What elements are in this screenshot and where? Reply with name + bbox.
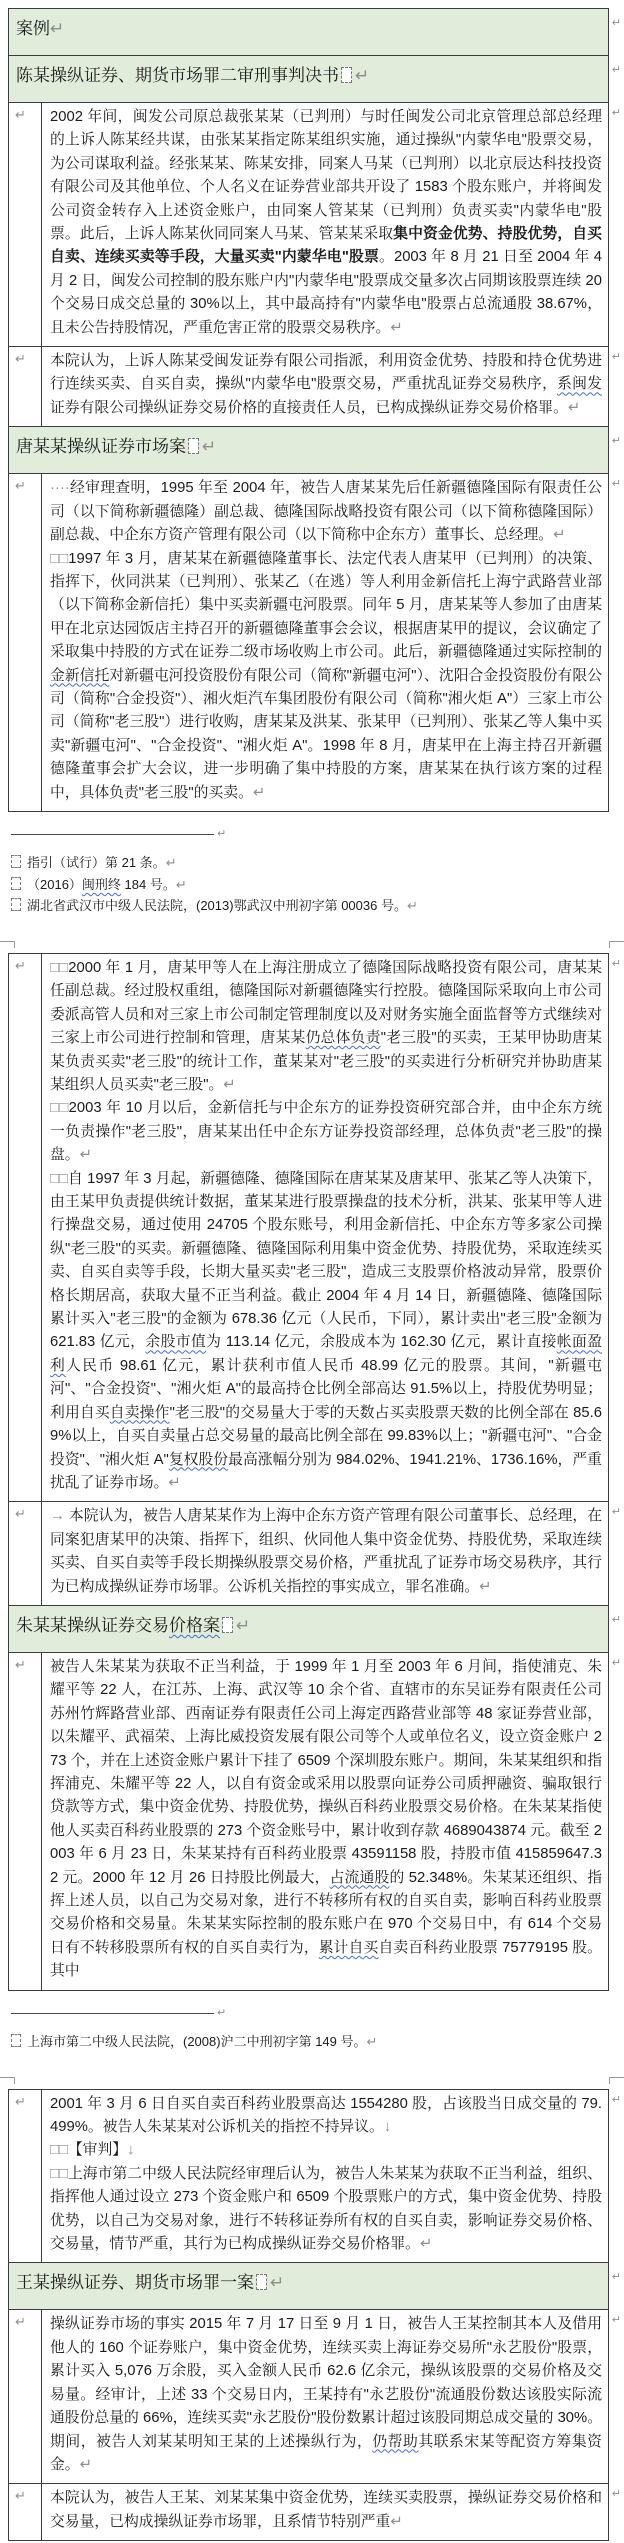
row-mark-cell: [9, 1502, 42, 1605]
row-end-mark-icon: ↵: [611, 1613, 621, 1626]
footnote-separator: [11, 2003, 603, 2025]
paragraph-mark-icon: ↵: [15, 2314, 26, 2330]
wavy-underline-segment: 仍总体负责: [305, 1030, 381, 1047]
paragraph-mark-icon: ↵: [15, 478, 26, 494]
text-segment: 最高涨幅分别为 984.02%、1941.21%、1736.16%，严重扰乱了证券市场。: [50, 1451, 602, 1491]
text-segment: 指引（试行）第 21 条。: [27, 855, 166, 871]
footnote-ref-icon: [11, 2034, 21, 2047]
table-row: [9, 1501, 621, 1605]
paragraph[interactable]: [50, 2313, 602, 2477]
wavy-underline-segment: 余股市值: [145, 1334, 207, 1351]
body-cell[interactable]: [42, 2090, 608, 2263]
text-segment: 2002 年间，闽发公司原总裁张某某（已判刑）与时任闽发公司北京管理总部总经理的上诉人陈某经共谋，由张某某指定陈某组织实施，通过操纵"内蒙华电"股票交易，为公司谋取利益。经张某某、陈某安排，同案人马某（已判刑）以北京辰达科技投资有限公司及其他单位、个人名义在证券营业部共开设了 1583 个股东账户，并将闽发公司资金转存入上述资金账户，由同案人管某某（已判刑）负责买卖"内蒙华电"股票。此后，上诉人陈某伙同同案人马某、管某某采取: [50, 109, 602, 243]
text-segment: 唐某某操纵证券市场案: [16, 437, 186, 457]
paragraph-mark-icon: ↵: [217, 2006, 227, 2019]
format-mark-icon: ↵: [168, 1474, 181, 1491]
row-mark-cell: [9, 954, 42, 1501]
row-end-mark-icon: ↵: [611, 2314, 621, 2327]
paragraph-mark-icon: ↵: [15, 351, 26, 367]
body-cell[interactable]: [42, 347, 608, 426]
body-cell[interactable]: [42, 1502, 608, 1605]
text-segment: 本院认为，被告人唐某某作为上海中企东方资产管理有限公司董事长、总经理，在同案犯唐某甲的决策、指挥下，组织、伙同他人集中资金优势、持股优势，采取连续买卖、自买自卖等手段长期操纵股票交易价格，严重扰乱了证券市场交易秩序，其行为已构成操纵证券市场罪。公诉机关指控的事实成立，罪名准确。: [50, 1508, 602, 1595]
text-segment: 自卖百科药业股票 75779195 股。其中: [50, 1939, 602, 1980]
format-mark-icon: ····: [50, 480, 70, 497]
format-mark-icon: □□: [50, 2142, 68, 2159]
wavy-underline-segment: 闽刑终: [81, 876, 121, 892]
section-header-row[interactable]: [9, 2262, 621, 2309]
row-end-mark-icon: ↵: [611, 2093, 621, 2106]
paragraph[interactable]: [50, 548, 602, 805]
paragraph-mark-icon: ↵: [50, 19, 65, 38]
body-cell[interactable]: [42, 474, 608, 811]
format-mark-icon: ↵: [406, 898, 418, 914]
footnote-ref-icon: [341, 67, 352, 83]
case-table: [8, 953, 621, 1991]
footnote-ref-icon: [222, 1617, 233, 1633]
format-mark-icon: ↵: [175, 876, 187, 892]
wavy-underline-segment: 系闽发: [557, 376, 602, 393]
format-mark-icon: ↵: [223, 1077, 236, 1093]
wavy-underline-segment: 帐面盈利: [50, 1334, 602, 1374]
format-mark-icon: ↵: [252, 784, 266, 801]
paragraph[interactable]: [50, 1168, 602, 1496]
paragraph[interactable]: [50, 2139, 602, 2162]
table-row: [9, 1652, 621, 1990]
body-cell[interactable]: [42, 954, 608, 1501]
paragraph[interactable]: [50, 106, 602, 340]
text-segment: 案例: [16, 19, 50, 38]
text-segment: （2016）: [27, 876, 82, 892]
paragraph-mark-icon: ↵: [202, 437, 217, 457]
paragraph-mark-icon: ↵: [15, 1506, 26, 1522]
page-corner-right: [609, 941, 624, 948]
row-mark-cell: [9, 2090, 42, 2263]
footnote-item[interactable]: [11, 852, 603, 874]
text-segment: 对新疆屯河投资股份有限公司（简称"新疆屯河"）、沈阳合金投资股份有限公司（简称"合金投资"）、湘火炬汽车集团股份有限公司（简称"湘火炬 A"）三家上市公司（简称"老三股"）进行收购，唐某某及洪某、张某甲（已判刑）、张某乙等人集中买卖"新疆屯河"、"合金投资"、"湘火炬 A"。1998 年 8 月，唐某甲在上海主持召开新疆德隆董事会扩大会议，进一步明确了集中持股的方案，唐某某在执行该方案的过程中，具体负责"老三股"的买卖。: [50, 667, 602, 801]
text-segment: 为 113.14 亿元，余股成本为 162.30 亿元，累计直接: [206, 1334, 557, 1351]
text-segment: 证券有限公司操纵证券交易价格的直接责任人员，已构成操纵证券交易价格罪。: [50, 399, 568, 416]
paragraph[interactable]: [50, 957, 602, 1097]
footnote-separator-line: [11, 2013, 214, 2014]
wavy-underline-segment: 自卖操作: [109, 1404, 170, 1421]
wavy-underline-segment: 占流通股: [329, 1869, 390, 1886]
text-segment: 朱某某操纵证券交易: [16, 1615, 169, 1635]
text-segment: 湖北省武汉市中级人民法院，(2013)鄂武汉中刑初字第 00036 号。: [27, 898, 407, 914]
page-corner-right: [609, 2077, 624, 2084]
section-header-row[interactable]: [9, 9, 621, 55]
text-segment: 2003 年 10 月以后，金新信托与中企东方的证券投资研究部合并，由中企东方统一负责操作"老三股"，唐某某出任中企东方证券投资部经理，总体负责"老三股"的操盘。: [50, 1100, 603, 1164]
text-segment: 本院认为，被告人王某、刘某某集中资金优势，连续买卖股票，操纵证券交易价格和交易量，已构成操纵证券市场罪，且系情节特别严重: [50, 2490, 602, 2530]
row-mark-cell: [9, 1653, 42, 1990]
row-end-mark-icon: ↵: [611, 351, 621, 364]
wavy-underline-segment: 金新信托: [50, 667, 110, 684]
text-segment: 经审理查明，1995 年至 2004 年，被告人唐某某先后任新疆德隆国际有限责任公司（以下简称新疆德隆）副总裁、德隆国际战略投资有限公司（以下简称德隆国际）副总裁、中企东方资产管理有限公司（以下简称中企东方）董事长、总经理。: [50, 480, 602, 544]
row-end-mark-icon: ↵: [611, 957, 621, 970]
paragraph-mark-icon: ↵: [15, 2093, 26, 2109]
format-mark-icon: ↵: [479, 1578, 492, 1595]
paragraph-mark-icon: ↵: [355, 66, 370, 85]
row-end-mark-icon: ↵: [611, 478, 621, 491]
format-mark-icon: □□: [50, 2165, 68, 2182]
footnote-item[interactable]: [11, 2031, 603, 2053]
wavy-underline-segment: 价格案: [169, 1615, 220, 1635]
paragraph-mark-icon: ↵: [217, 827, 227, 840]
text-segment: 王某操纵证券、期货市场罪一案: [16, 2273, 254, 2293]
wavy-underline-segment: 仍帮助: [372, 2433, 419, 2450]
footnote-item[interactable]: [11, 895, 603, 917]
format-mark-icon: ↵: [165, 855, 177, 871]
format-mark-icon: ↵: [79, 1147, 93, 1164]
row-end-mark-icon: ↵: [611, 2488, 621, 2501]
page-gap: [8, 2067, 609, 2089]
row-end-mark-icon: ↵: [611, 64, 621, 76]
case-table: [8, 2089, 621, 2542]
text-segment: 本院认为，上诉人陈某受闽发证券有限公司指派，利用资金优势、持股和持仓优势进行连续买卖、自买自卖，操纵"内蒙华电"股票交易，严重扰乱证券交易秩序，: [50, 353, 602, 393]
table-row: [9, 2309, 621, 2483]
bold-segment: 集中资金优势、持股优势，自买自卖、连续买卖等手段，大量买卖"内蒙华电"股票: [50, 226, 602, 266]
paragraph[interactable]: [50, 350, 602, 420]
page-corner-left: [0, 941, 15, 948]
format-mark-icon: ↵: [390, 2513, 403, 2530]
body-cell[interactable]: [42, 2484, 608, 2540]
body-cell[interactable]: [42, 2310, 608, 2483]
page-gap: [8, 931, 609, 953]
format-mark-icon: ↵: [419, 2236, 433, 2253]
paragraph-mark-icon: ↵: [270, 2273, 285, 2293]
paragraph-mark-icon: ↵: [15, 107, 26, 122]
format-mark-icon: □□: [50, 1100, 69, 1117]
format-mark-icon: □□: [50, 550, 69, 567]
section-header-row[interactable]: [9, 55, 621, 102]
table-row: [9, 2483, 621, 2540]
footnote-ref-icon: [11, 855, 21, 868]
text-segment: 的 52.348%。朱某某还组织、指挥上述人员，以自己为交易对象，进行不转移所有权的自买自卖，影响百科药业股票交易价格和交易量。朱某某实际控制的股东账户在 970 个交易日中，有 614 个交易日有不转移股票所有权的自买自卖行为，: [50, 1869, 602, 1956]
footnotes-block: [8, 1991, 609, 2067]
text-segment: 2000 年 1 月，唐某甲等人在上海注册成立了德隆国际战略投资有限公司，唐某某任副总裁。经过股权重组，德隆国际对新疆德隆实行控股。德隆国际采取向上市公司委派高管人员和对三家上市公司制定管理制度以及对财务实施全面监督等方式继续对三家上市公司进行控制和管理，唐某某: [50, 959, 603, 1047]
paragraph[interactable]: [50, 477, 602, 547]
format-mark-icon: ↵: [553, 527, 566, 544]
text-segment: 184 号。: [120, 876, 176, 892]
table-row: [9, 2090, 621, 2263]
row-end-mark-icon: ↵: [611, 1506, 621, 1519]
text-segment: 【审判】: [67, 2142, 128, 2159]
format-mark-icon: ↵: [366, 2034, 378, 2050]
paragraph-mark-icon: ↵: [15, 957, 26, 973]
text-segment: 上海市第二中级人民法院，(2008)沪二中刑初字第 149 号。: [27, 2034, 367, 2050]
section-header-row[interactable]: [9, 426, 621, 473]
paragraph[interactable]: [50, 2093, 602, 2140]
row-mark-cell: [9, 474, 42, 811]
format-mark-icon: →: [50, 1508, 65, 1525]
text-segment: 陈某操纵证券、期货市场罪二审刑事判决书: [16, 66, 339, 85]
text-segment: 。2003 年 8 月 21 日至 2004 年 4 月 2 日，闽发公司控制的股东账户内"内蒙华电"股票成交量多次占同期该股票连续 20 个交易日成交总量的 30%以上，其中最高持有"内蒙华电"股票占总流通股 38.67%，且未公告持股情况，严重危害正常的股票交易秩序。: [50, 249, 602, 336]
row-mark-cell: [9, 2484, 42, 2540]
table-row: [9, 346, 621, 426]
footnote-ref-icon: [11, 898, 21, 911]
footnote-separator-line: [11, 834, 214, 835]
wavy-underline-segment: 累计自买: [318, 1939, 379, 1956]
format-mark-icon: ↓: [383, 2119, 392, 2136]
text-segment: 2001 年 3 月 6 日自买自卖百科药业股票高达 1554280 股，占该股当日成交量的 79.499%。被告人朱某某对公诉机关的指控不持异议。: [50, 2095, 602, 2136]
footnote-ref-icon: [11, 877, 21, 890]
footnote-separator: [11, 824, 603, 846]
row-mark-cell: [9, 103, 42, 346]
format-mark-icon: ↓: [127, 2142, 135, 2159]
text-segment: 自 1997 年 3 月起，新疆德隆、德隆国际在唐某某及唐某甲、张某乙等人决策下，由王某甲负责提供统计数据，董某某进行股票操盘的技术分析，洪某、张某甲等人进行操盘交易，通过使用 24705 个股东账号，利用金新信托、中企东方等多家公司操纵"老三股"的买卖。新疆德隆、德隆国际利用集中资金优势、持股优势，采取连续买卖、自买自卖等手段，长期大量买卖"老三股"，造成三支股票价格波动异常，股票价格长期居高，获取大量不正当利益。截止 2004 年 4 月 14 日，新疆德隆、德隆国际累计买入"老三股"的金额为 678.36 亿元（人民币，下同），累计卖出"老三股"金额为 621.83 亿元，: [50, 1170, 603, 1351]
text-segment: 上海市第二中级人民法院经审理后认为，被告人朱某某为获取不正当利益，组织、指挥他人通过设立 273 个资金账户和 6509 个股票账户的方式，集中资金优势、持股优势，以自己为交易对象，进行不转移证券所有权的自买自卖，影响证券交易价格、交易量，情节严重，其行为已构成操纵证券交易价格罪。: [50, 2165, 602, 2253]
paragraph-mark-icon: ↵: [236, 1615, 251, 1635]
text-segment: 人民币 98.61 亿元，累计获利市值人民币 48.99 亿元的股票。其间，"新疆屯河"、"合金投资"、"湘火炬 A"的最高持仓比例全部高达 91.5%以上，持股优势明显；利用自买: [50, 1357, 602, 1421]
footnotes-block: [8, 812, 609, 931]
text-segment: 1997 年 3 月，唐某某在新疆德隆董事长、法定代表人唐某甲（已判刑）的决策、指挥下，伙同洪某（已判刑）、张某乙（在逃）等人利用金新信托上海宁武路营业部（以下简称金新信托）集中买卖新疆屯河股票。同年 5 月，唐某某等人参加了由唐某甲在北京达园饭店主持召开的新疆德隆董事会会议，根据唐某甲的提议，会议确定了采取集中持股的方式在证券二级市场收购上市公司。此后，新疆德隆通过实际控制的: [50, 550, 603, 661]
table-row: [9, 473, 621, 811]
format-mark-icon: □□: [50, 1170, 69, 1187]
row-end-mark-icon: ↵: [611, 435, 621, 448]
footnote-ref-icon: [188, 438, 199, 454]
paragraph[interactable]: [50, 2487, 602, 2534]
row-end-mark-icon: ↵: [611, 17, 621, 29]
row-end-mark-icon: ↵: [611, 107, 621, 119]
paragraph[interactable]: [50, 1505, 602, 1599]
paragraph[interactable]: [50, 1097, 602, 1167]
paragraph[interactable]: [50, 2163, 602, 2257]
text-segment: "老三股"的买卖，王某甲协助唐某某负责买卖"老三股"的统计工作，董某某对"老三股"的买卖进行分析研究并协助唐某某组织人员买卖"老三股"。: [50, 1030, 602, 1093]
text-segment: "老三股"的交易量大于零的天数占买卖股票天数的比例全部在 85.69%以上，自买自卖量占总交易量的最高比例全部在 99.83%以上；"新疆屯河"、"合金投资"、"湘火炬 A": [50, 1404, 602, 1468]
page-corner-left: [0, 2077, 15, 2084]
wavy-underline-segment: 复权股份: [168, 1451, 229, 1468]
table-row: [9, 102, 621, 346]
format-mark-icon: ↵: [390, 319, 403, 336]
footnote-item[interactable]: [11, 874, 603, 896]
table-row: [9, 954, 621, 1501]
row-end-mark-icon: ↵: [611, 1656, 621, 1669]
case-table: [8, 8, 621, 812]
row-end-mark-icon: ↵: [611, 2271, 621, 2284]
text-segment: 被告人朱某某为获取不正当利益，于 1999 年 1 月至 2003 年 6 月间，指使浦克、朱耀平等 22 人，在江苏、上海、武汉等 10 余个省、直辖市的东吴证券有限责任公司苏州竹辉路营业部、西南证券有限责任公司上海定西路营业部等 48 家证券营业部，以朱耀平、武福荣、上海比威投资发展有限公司等个人或单位名义，设立资金账户 273 个，并在上述资金账户累计下挂了 6509 个深圳股东账户。期间，朱某某组织和指挥浦克、朱耀平等 22 人，以自有资金或采用以股票向证券公司质押融资、骗取银行贷款等方式，集中资金优势、持股优势，操纵百科药业股票交易价格。在朱某某指使他人买卖百科药业股票的 273 个资金账号中，累计收到存款 4689043874 元。截至 2003 年 6 月 23 日，朱某某持有百科药业股票 43591158 股，持股市值 415859647.32 元。2000 年 12 月 26 日持股比例最大，: [50, 1658, 602, 1886]
section-header-row[interactable]: [9, 1605, 621, 1652]
text-segment: 其联系宋某等配资方筹集资金。: [50, 2433, 602, 2473]
paragraph-mark-icon: ↵: [15, 1656, 26, 1672]
row-mark-cell: [9, 2310, 42, 2483]
row-mark-cell: [9, 347, 42, 426]
paragraph[interactable]: [50, 1656, 602, 1984]
body-cell[interactable]: [42, 1653, 608, 1990]
text-segment: 操纵证券市场的事实 2015 年 7 月 17 日至 9 月 1 日，被告人王某控制其本人及借用他人的 160 个证券账户，集中资金优势，连续买卖上海证券交易所"永艺股份"股票，累计买入 5,076 万余股，买入金额人民币 62.6 亿余元，操纵该股票的交易价格及交易量。经审计，上述 33 个交易日内，王某持有"永艺股份"流通股份数达该股实际流通股份总量的 66%，连续买卖"永艺股份"股份数累计超过该股同期总成交量的 30%。期间，被告人刘某某明知王某的上述操纵行为，: [50, 2316, 602, 2450]
format-mark-icon: ↵: [79, 2456, 93, 2473]
body-cell[interactable]: [42, 103, 608, 346]
footnote-ref-icon: [256, 2274, 267, 2290]
format-mark-icon: □□: [50, 959, 69, 976]
paragraph-mark-icon: ↵: [15, 2488, 26, 2504]
format-mark-icon: ↵: [567, 399, 581, 416]
